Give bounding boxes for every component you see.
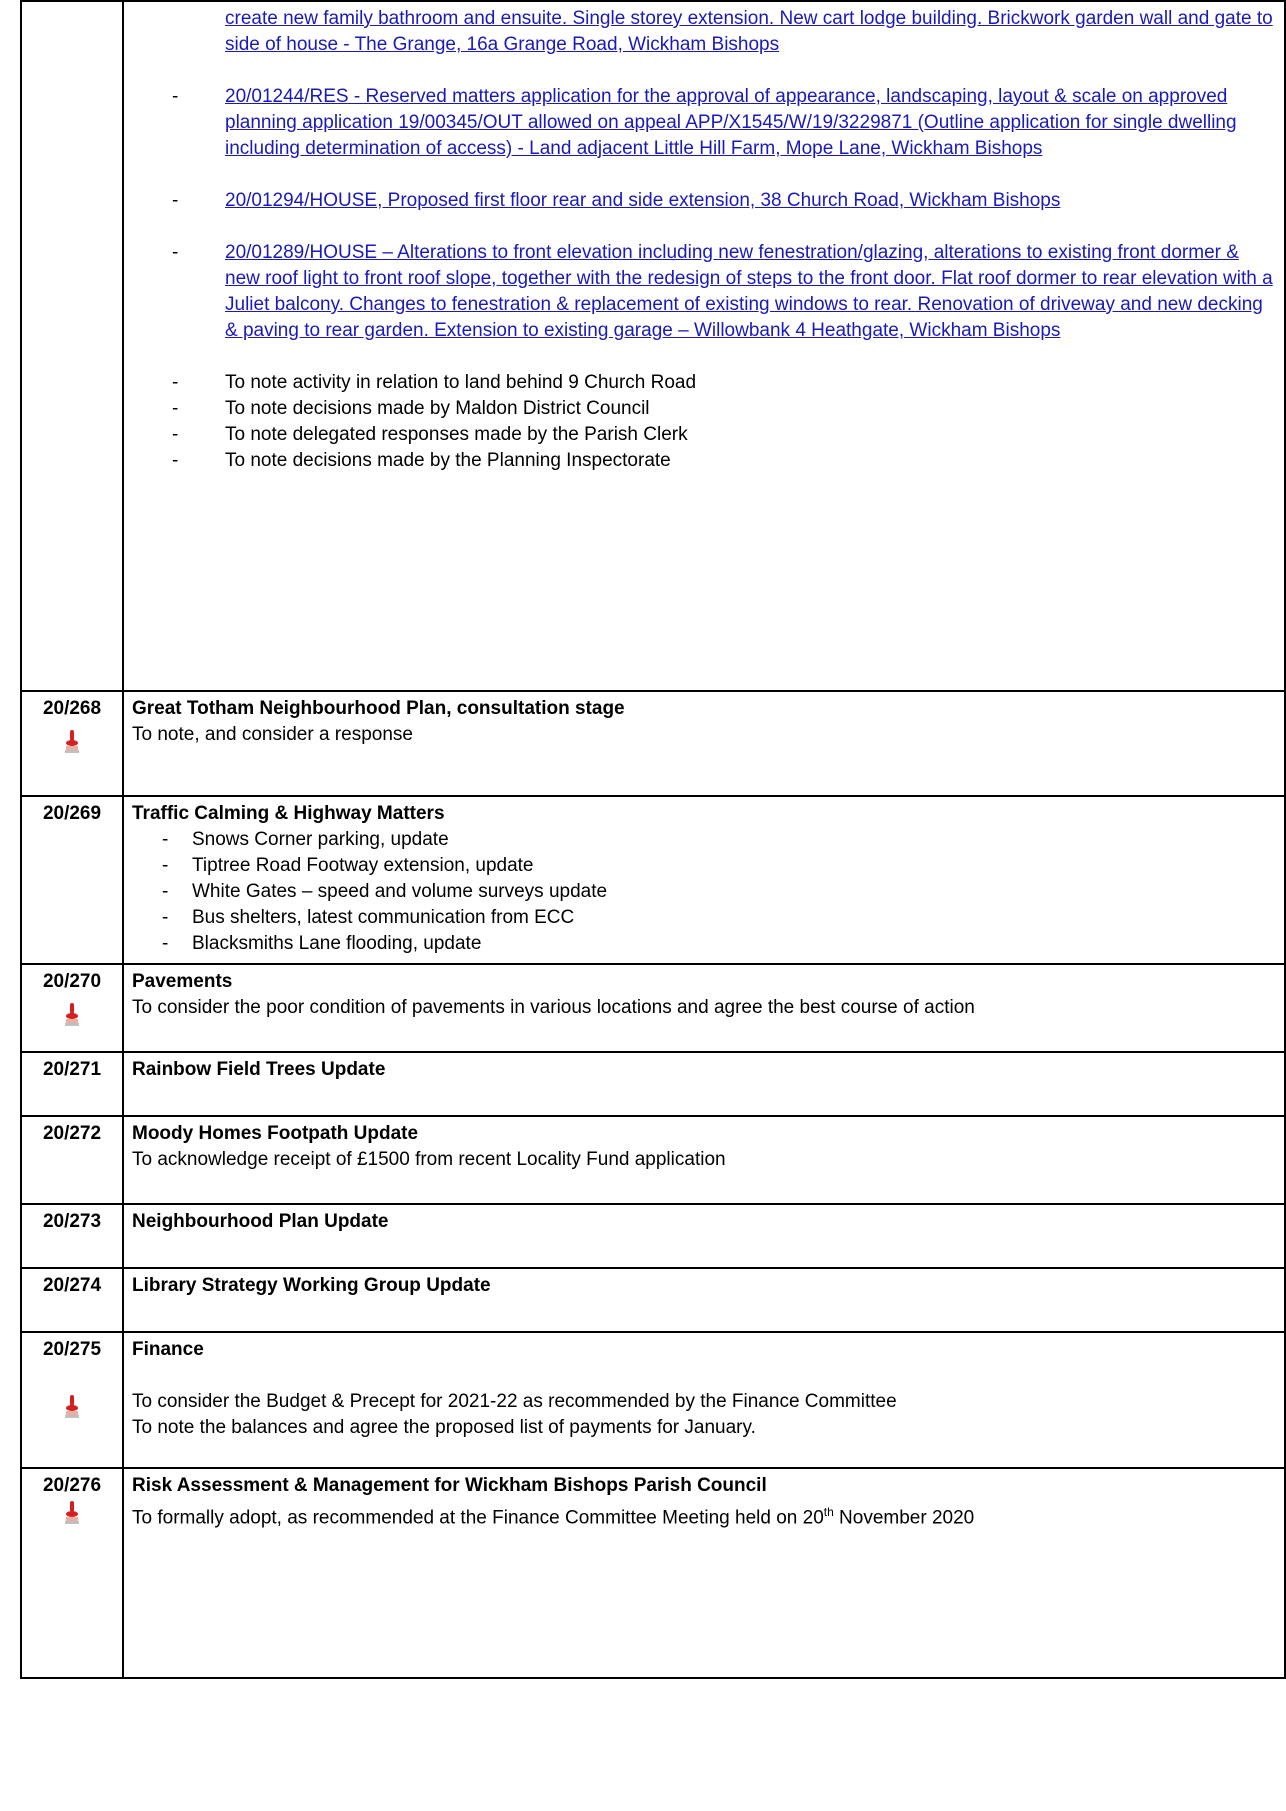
note-item: - To note delegated responses made by the Parish Clerk <box>172 424 688 445</box>
item-description: To consider the poor condition of pavements in various locations and agree the best course of action <box>132 997 975 1018</box>
planning-item: - 20/01294/HOUSE, Proposed first floor rear and side extension, 38 Church Road, Wickham Bishops <box>172 188 1276 214</box>
item-title: Finance <box>132 1339 204 1360</box>
item-description: To note the balances and agree the proposed list of payments for January. <box>132 1417 756 1438</box>
planning-item: - 20/01244/RES - Reserved matters application for the approval of appearance, landscaping, layout & scale on approved planning application 19/00345/OUT allowed on appeal APP/X1545/W/19/3229871 (Outline application for single dwelling including determination of access) - Land adjacent Little Hill Farm, Mope Lane, Wickham Bishops <box>172 84 1276 162</box>
item-title: Risk Assessment & Management for Wickham Bishops Parish Council <box>132 1475 767 1496</box>
planning-application-link[interactable]: 20/01244/RES - Reserved matters application for the approval of appearance, landscaping, layout & scale on approved planning application 19/00345/OUT allowed on appeal APP/X1545/W/19/3229871 (Outline application for single dwelling including determination of access) - Land adjacent Little Hill Farm, Mope Lane, Wickham Bishops <box>225 86 1237 159</box>
item-content <box>123 1052 1285 1116</box>
item-content <box>123 796 1285 964</box>
item-content <box>123 964 1285 1052</box>
planning-application-link[interactable]: 20/01289/HOUSE – Alterations to front elevation including new fenestration/glazing, alterations to existing front dormer & new roof light to front roof slope, together with the redesign of steps to the front door. Flat roof dormer to rear elevation with a Juliet balcony. Changes to fenestration & replacement of existing windows to rear. Renovation of driveway and new decking & paving to rear garden. Extension to existing garage – Willowbank 4 Heathgate, Wickham Bishops <box>225 242 1273 341</box>
stamp-icon <box>63 728 81 754</box>
item-number-cell <box>21 796 123 964</box>
note-item: - To note decisions made by the Planning Inspectorate <box>172 450 671 471</box>
item-title: Moody Homes Footpath Update <box>132 1123 419 1144</box>
agenda-row <box>21 1052 1285 1116</box>
item-content <box>123 691 1285 796</box>
item-content <box>123 1268 1285 1332</box>
item-number-cell <box>21 1 123 691</box>
item-content <box>123 1332 1285 1468</box>
item-description: To consider the Budget & Precept for 2021-22 as recommended by the Finance Committee <box>132 1391 897 1412</box>
item-number: 20/270 <box>42 971 102 992</box>
item-number: 20/268 <box>42 698 102 719</box>
planning-application-link[interactable]: create new family bathroom and ensuite. Single storey extension. New cart lodge building. Brickwork garden wall and gate to side of house - The Grange, 16a Grange Road, Wickham Bishops <box>225 8 1273 55</box>
planning-notes <box>132 370 1276 474</box>
list-item: - White Gates – speed and volume surveys update <box>162 881 608 902</box>
item-content <box>123 1116 1285 1204</box>
planning-item: - 20/01289/HOUSE – Alterations to front elevation including new fenestration/glazing, alterations to existing front dormer & new roof light to front roof slope, together with the redesign of steps to the front door. Flat roof dormer to rear elevation with a Juliet balcony. Changes to fenestration & replacement of existing windows to rear. Renovation of driveway and new decking & paving to rear garden. Extension to existing garage – Willowbank 4 Heathgate, Wickham Bishops <box>172 240 1276 344</box>
item-description: To note, and consider a response <box>132 724 413 745</box>
list-item: - Tiptree Road Footway extension, update <box>162 855 534 876</box>
planning-content <box>123 1 1285 691</box>
agenda-row <box>21 1204 1285 1268</box>
item-number-cell <box>21 1204 123 1268</box>
list-item: - Bus shelters, latest communication from ECC <box>162 907 575 928</box>
item-title: Pavements <box>132 971 233 992</box>
note-item: - To note activity in relation to land behind 9 Church Road <box>172 372 697 393</box>
list-item: - Snows Corner parking, update <box>162 829 449 850</box>
item-title: Rainbow Field Trees Update <box>132 1059 386 1080</box>
agenda-row <box>21 1332 1285 1468</box>
planning-application-link[interactable]: 20/01294/HOUSE, Proposed first floor rear and side extension, 38 Church Road, Wickham Bishops <box>225 190 1061 211</box>
item-title: Neighbourhood Plan Update <box>132 1211 389 1232</box>
item-title: Library Strategy Working Group Update <box>132 1275 491 1296</box>
item-number: 20/272 <box>42 1123 102 1144</box>
item-number-cell <box>21 1468 123 1678</box>
agenda-row <box>21 691 1285 796</box>
item-title: Traffic Calming & Highway Matters <box>132 803 445 824</box>
list-item: - Blacksmiths Lane flooding, update <box>162 933 482 954</box>
item-number-cell <box>21 964 123 1052</box>
agenda-table <box>20 0 1286 1679</box>
item-description: To acknowledge receipt of £1500 from recent Locality Fund application <box>132 1149 726 1170</box>
item-title: Great Totham Neighbourhood Plan, consultation stage <box>132 698 625 719</box>
item-number: 20/273 <box>42 1211 102 1232</box>
stamp-icon <box>63 1499 81 1525</box>
item-number-cell <box>21 1268 123 1332</box>
agenda-row <box>21 1268 1285 1332</box>
agenda-row <box>21 1116 1285 1204</box>
item-content <box>123 1468 1285 1678</box>
item-number-cell <box>21 1052 123 1116</box>
item-description: To formally adopt, as recommended at the Finance Committee Meeting held on 20th November 2020 <box>132 1505 975 1529</box>
item-content <box>123 1204 1285 1268</box>
stamp-icon <box>63 1393 81 1419</box>
agenda-row <box>21 964 1285 1052</box>
item-number-cell <box>21 1116 123 1204</box>
item-number: 20/275 <box>42 1339 102 1360</box>
item-number-cell <box>21 691 123 796</box>
item-number: 20/276 <box>42 1475 102 1496</box>
item-number: 20/269 <box>42 803 102 824</box>
agenda-row-planning <box>21 1 1285 691</box>
item-number: 20/274 <box>42 1275 102 1296</box>
note-item: - To note decisions made by Maldon District Council <box>172 398 650 419</box>
agenda-row <box>21 1468 1285 1678</box>
item-number: 20/271 <box>42 1059 102 1080</box>
stamp-icon <box>63 1001 81 1027</box>
agenda-row <box>21 796 1285 964</box>
item-number-cell <box>21 1332 123 1468</box>
